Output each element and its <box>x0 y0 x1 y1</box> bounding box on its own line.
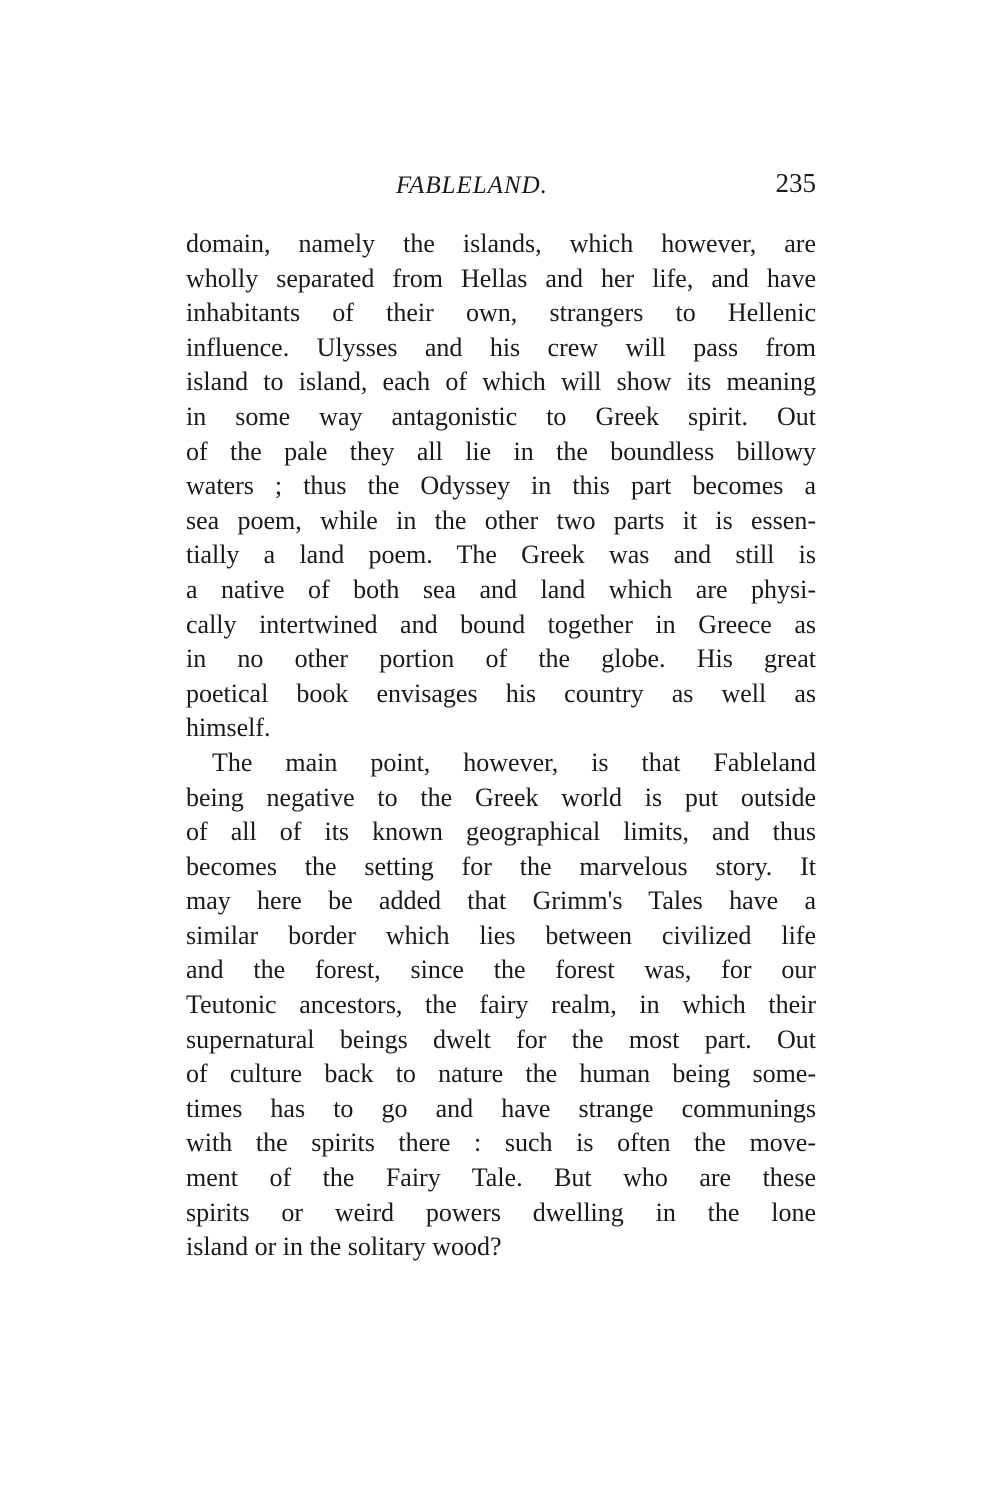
text-line: spirits or weird powers dwelling in the lone <box>186 1197 816 1227</box>
text-line: Teutonic ancestors, the fairy realm, in which their <box>186 990 816 1020</box>
text-line: ment of the Fairy Tale. But who are these <box>186 1163 816 1193</box>
text-line: The main point, however, is that Fableland <box>212 747 816 777</box>
text-line: himself. <box>186 713 271 743</box>
paragraph-1 <box>186 227 816 746</box>
text-line: island to island, each of which will show its meaning <box>186 367 816 397</box>
text-line: in some way antagonistic to Greek spirit. Out <box>186 401 816 431</box>
running-title: FABLELAND. <box>396 172 548 199</box>
text-line: being negative to the Greek world is put outside <box>186 782 816 812</box>
text-line: becomes the setting for the marvelous story. It <box>186 851 816 881</box>
text-line: inhabitants of their own, strangers to Hellenic <box>186 298 816 328</box>
text-line: domain, namely the islands, which however, are <box>186 229 816 258</box>
body-text <box>186 227 816 1265</box>
text-line: influence. Ulysses and his crew will pass from <box>186 332 816 362</box>
text-line: sea poem, while in the other two parts it is essen- <box>186 505 816 535</box>
text-line: cally intertwined and bound together in Greece as <box>186 609 816 639</box>
text-line: with the spirits there : such is often the move- <box>186 1128 816 1158</box>
text-line: wholly separated from Hellas and her life, and have <box>186 263 816 293</box>
text-line: island or in the solitary wood? <box>186 1232 502 1262</box>
text-line: may here be added that Grimm's Tales have a <box>186 886 816 916</box>
page-number: 235 <box>775 168 816 198</box>
text-line: tially a land poem. The Greek was and still is <box>186 540 816 570</box>
running-head <box>186 168 816 208</box>
text-line: supernatural beings dwelt for the most part. Out <box>186 1024 816 1054</box>
text-line: in no other portion of the globe. His great <box>186 644 816 674</box>
text-line: a native of both sea and land which are physi- <box>186 574 816 604</box>
paragraph-2 <box>186 746 816 1265</box>
text-line: of the pale they all lie in the boundless billowy <box>186 436 816 466</box>
text-line: poetical book envisages his country as well as <box>186 678 816 708</box>
text-line: similar border which lies between civilized life <box>186 920 816 950</box>
text-line: of all of its known geographical limits, and thus <box>186 817 816 847</box>
text-line: waters ; thus the Odyssey in this part becomes a <box>186 471 816 501</box>
text-line: of culture back to nature the human being some- <box>186 1059 816 1089</box>
text-line: and the forest, since the forest was, for our <box>186 955 816 985</box>
text-line: times has to go and have strange communings <box>186 1093 816 1123</box>
